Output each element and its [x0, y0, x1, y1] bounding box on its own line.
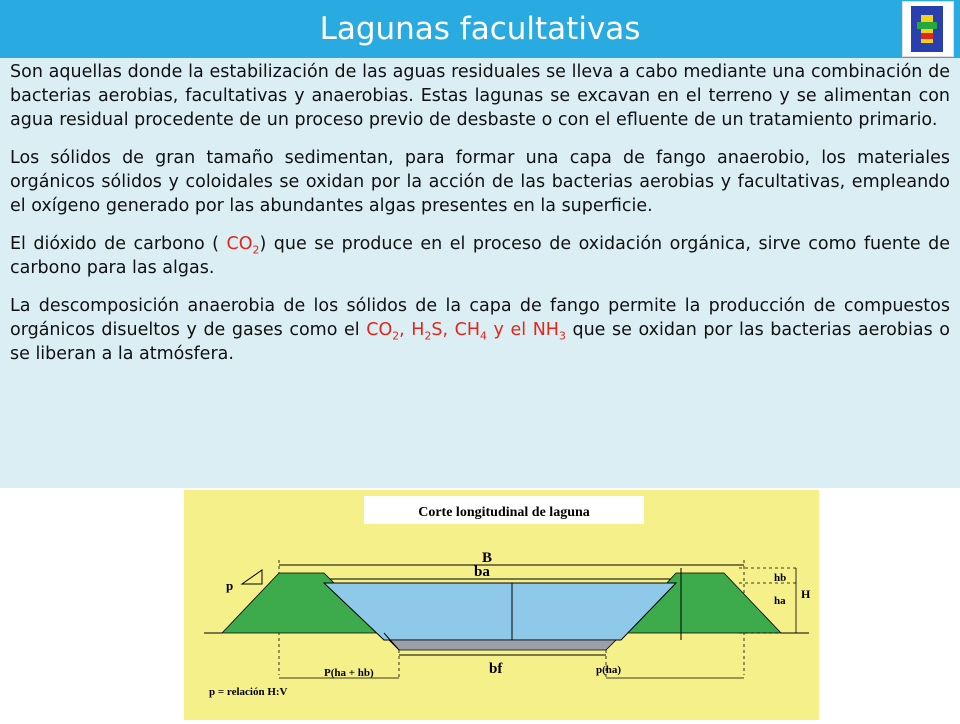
p4-text-before: La descomposición anaerobia de los sólidos de la capa de fango permite la producción de compuestos orgánicos disueltos y de gases como el [10, 296, 950, 340]
co2-formula: $CO_2$ [226, 234, 260, 257]
institution-logo-icon [902, 1, 954, 57]
label-ha: ha [774, 595, 786, 607]
label-p-ha: p(ha) [596, 664, 622, 676]
page-title: Lagunas facultativas [319, 11, 641, 47]
diagram-title: Corte longitudinal de laguna [418, 505, 590, 520]
label-B: B [482, 550, 493, 566]
p3-text-before: El dióxido de carbono ( [10, 234, 227, 254]
lagoon-section-diagram [184, 490, 819, 720]
water-body [324, 583, 676, 640]
paragraph-definition: Son aquellas donde la estabilización de las aguas residuales se lleva a cabo mediante una combinación de bacterias aerobias, facultativas y anaerobias. Estas lagunas se excavan en el terreno y se alimentan con agua residual procedente de un proceso previo de desbaste o con el efluente de un tratamiento primario. [10, 62, 950, 130]
relation-note: p = relación H:V [209, 686, 288, 698]
p4-text-after: que se oxidan por las bacterias aerobias o se liberan a la atmósfera. [10, 320, 950, 364]
p3-text-after: ) que se produce en el proceso de oxidación orgánica, sirve como fuente de carbono para las algas. [10, 234, 950, 278]
text-content [10, 60, 950, 380]
paragraph-sedimentation: Los sólidos de gran tamaño sedimentan, para formar una capa de fango anaerobio, los materiales orgánicos sólidos y coloidales se oxidan por la acción de las bacterias aerobias y facultativas, empleando el oxígeno generado por las abundantes algas presentes en la superficie. [10, 148, 950, 216]
text-box [0, 58, 960, 488]
label-p: p [226, 578, 234, 593]
label-p-ha-hb: P(ha + hb) [324, 667, 374, 679]
sludge-layer [389, 640, 616, 650]
label-H: H [801, 587, 811, 601]
title-bar [0, 0, 960, 58]
label-bf: bf [489, 661, 503, 677]
gases-formulas: $CO_2$, $H_2S$, $CH_4$ y el $NH_3$ [366, 320, 566, 343]
paragraph-decomposition [10, 294, 950, 366]
label-ba: ba [474, 564, 490, 580]
label-hb: hb [774, 572, 787, 584]
paragraph-co2 [10, 232, 950, 280]
